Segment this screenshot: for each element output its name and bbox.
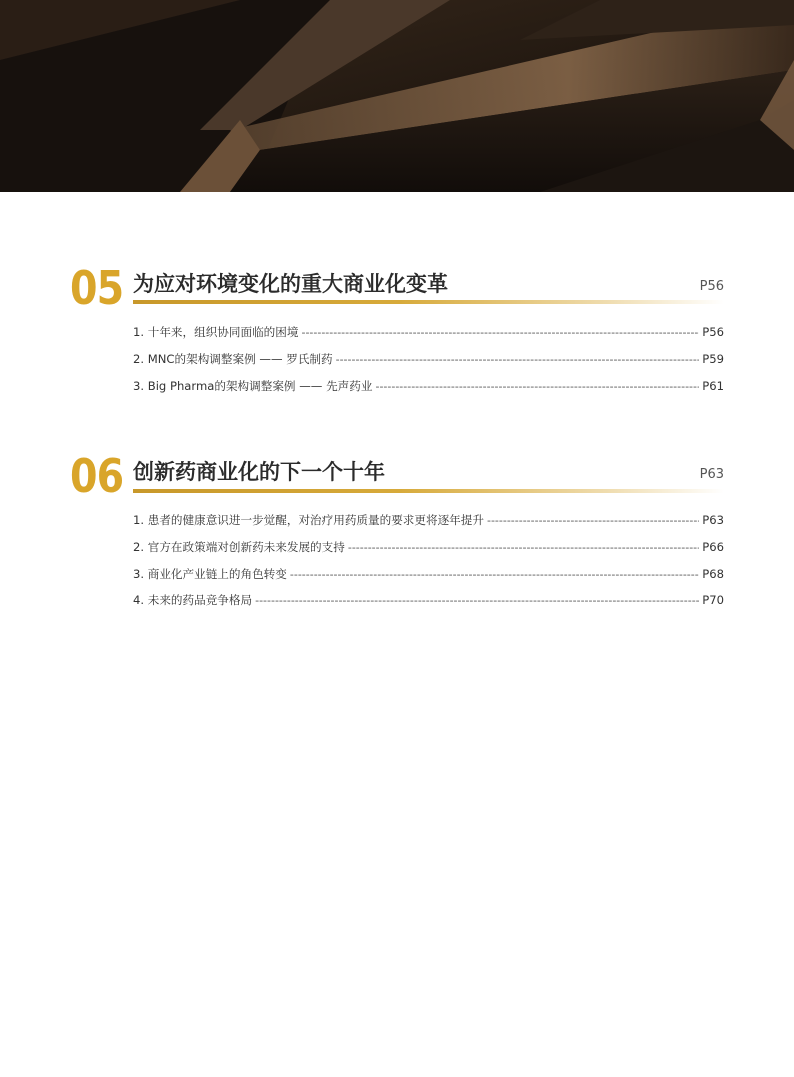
toc-entry-title: 3. Big Pharma的架构调整案例 —— 先声药业	[133, 378, 373, 393]
section-number: 06	[70, 449, 124, 503]
dot-leader	[255, 594, 699, 607]
section-page[interactable]: P63	[699, 467, 724, 482]
section-title[interactable]: 创新药商业化的下一个十年	[133, 460, 385, 484]
toc-entry-title: 1. 患者的健康意识进一步觉醒，对治疗用药质量的要求更将逐年提升	[133, 513, 484, 527]
toc-entry-title: 2. MNC的架构调整案例 —— 罗氏制药	[133, 351, 333, 366]
toc-entry-title: 4. 未来的药品竞争格局	[133, 593, 253, 608]
toc-section-05	[0, 261, 794, 405]
toc-entry[interactable]	[133, 512, 724, 539]
toc-entry-page: P59	[702, 351, 724, 366]
dot-leader	[487, 514, 699, 527]
dot-leader	[375, 380, 699, 393]
toc-entry-page: P66	[702, 539, 724, 554]
toc-entry-page: P56	[702, 325, 724, 339]
dot-leader	[301, 326, 699, 339]
toc-section-06	[0, 449, 794, 623]
toc-entry-page: P70	[702, 593, 724, 608]
toc-entry-page: P61	[702, 378, 724, 393]
dot-leader	[336, 353, 700, 366]
toc-list	[133, 324, 724, 404]
dot-leader	[348, 541, 699, 554]
section-number: 05	[70, 261, 124, 315]
toc-entry-page: P68	[702, 566, 724, 581]
toc-entry[interactable]	[133, 566, 724, 593]
toc-entry[interactable]	[133, 592, 724, 619]
toc-entry[interactable]	[133, 324, 724, 351]
toc-list	[133, 512, 724, 619]
section-page[interactable]: P56	[699, 279, 724, 294]
toc-entry[interactable]	[133, 539, 724, 566]
toc-entry[interactable]	[133, 378, 724, 405]
toc-entry-title: 3. 商业化产业链上的角色转变	[133, 566, 287, 581]
toc-entry-title: 1. 十年来，组织协同面临的困境	[133, 325, 299, 339]
section-underline	[133, 300, 724, 304]
dot-leader	[290, 568, 699, 581]
section-underline	[133, 489, 724, 493]
toc-entry[interactable]	[133, 351, 724, 378]
toc-entry-title: 2. 官方在政策端对创新药未来发展的支持	[133, 539, 345, 554]
toc-entry-page: P63	[702, 513, 724, 527]
section-title[interactable]: 为应对环境变化的重大商业化变革	[133, 272, 448, 296]
header-banner-image	[0, 0, 794, 192]
